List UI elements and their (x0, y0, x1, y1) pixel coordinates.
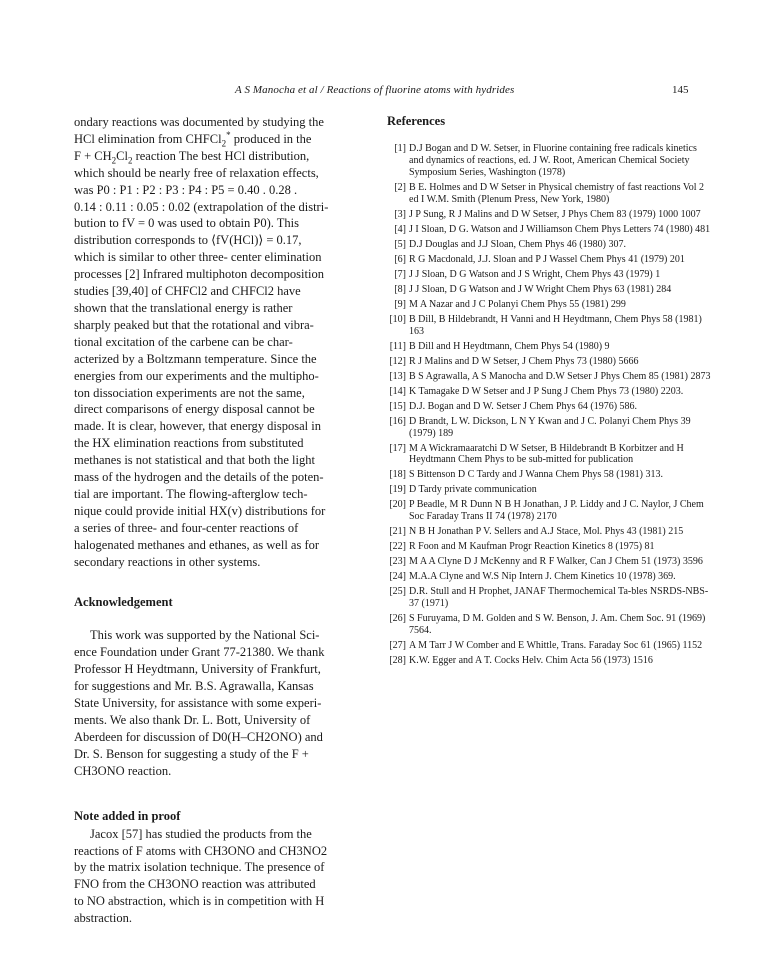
text-line: for suggestions and Mr. B.S. Agrawalla, Kansas (74, 679, 314, 694)
text-line: tial are important. The flowing-afterglow tech- (74, 486, 308, 501)
reference-text: K Tamagake D W Setser and J P Sung J Chem Phys 73 (1980) 2203. (409, 385, 684, 397)
reference-text: R G Macdonald, J.J. Sloan and P J Wassel Chem Phys 41 (1979) 201 (409, 253, 685, 265)
reference-text: B Dill, B Hildebrandt, H Vanni and H Heydtmann, Chem Phys 58 (1981) 163 (409, 313, 702, 337)
reference-item (382, 299, 712, 311)
text-line: CH3ONO reaction. (74, 763, 172, 778)
reference-number: [5] (394, 238, 406, 250)
text-line: ton dissociation experiments are not the same, (74, 385, 305, 400)
reference-number: [18] (389, 469, 406, 481)
reference-number: [1] (394, 143, 406, 154)
reference-number: [7] (394, 268, 406, 280)
reference-item (382, 499, 712, 523)
reference-number: [24] (389, 571, 406, 583)
text-line: shown that the translational energy is rather (74, 300, 293, 315)
reference-item (382, 571, 712, 583)
reference-item (382, 182, 712, 206)
reference-item (382, 484, 712, 496)
reference-text: J J Sloan, D G Watson and J S Wright, Chem Phys 43 (1979) 1 (409, 268, 661, 280)
reference-text: M A Nazar and J C Polanyi Chem Phys 55 (1981) 299 (409, 298, 626, 310)
reference-text: M A A Clyne D J McKenny and R F Walker, Can J Chem 51 (1973) 3596 (409, 556, 703, 568)
reference-text: D.R. Stull and H Prophet, JANAF Thermochemical Ta-bles NSRDS-NBS-37 (1971) (409, 586, 709, 610)
references-heading: References (387, 114, 446, 128)
text-line: direct comparisons of energy disposal cannot be (74, 402, 315, 417)
reference-item (382, 541, 712, 553)
text-line: Dr. S. Benson for suggesting a study of the F + (74, 746, 309, 761)
reference-text: J I Sloan, D G. Watson and J Williamson Chem Phys Letters 74 (1980) 481 (409, 223, 711, 235)
reference-text: R J Malins and D W Setser, J Chem Phys 73 (1980) 5666 (409, 355, 639, 367)
reference-number: [25] (389, 586, 406, 598)
text-line: methanes is not statistical and that both the light (74, 453, 315, 468)
reference-text: B S Agrawalla, A S Manocha and D.W Setser J Phys Chem 85 (1981) 2873 (409, 370, 711, 382)
text-line: Aberdeen for discussion of D0(H–CH2ONO) and (74, 729, 323, 744)
text-line: FNO from the CH3ONO reaction was attributed (74, 877, 316, 892)
reference-item (382, 416, 712, 440)
acknowledgement-paragraph (74, 627, 370, 779)
text-line: reactions of F atoms with CH3ONO and CH3NO2 (74, 843, 328, 858)
text-line: halogenated methanes and ethanes, as well as for (74, 537, 320, 552)
reference-item (382, 209, 712, 221)
left-column (74, 114, 370, 927)
reference-number: [10] (389, 313, 406, 325)
reference-number: [27] (389, 640, 406, 652)
reference-text: B Dill and H Heydtmann, Chem Phys 54 (1980) 9 (409, 340, 610, 352)
reference-number: [13] (389, 370, 406, 382)
reference-number: [23] (389, 556, 406, 568)
reference-item (382, 239, 712, 251)
reference-text: D Tardy private communication (409, 484, 537, 496)
reference-item (382, 655, 712, 667)
reference-item (382, 371, 712, 383)
reference-number: [15] (389, 400, 406, 412)
text-line: abstraction. (74, 911, 132, 926)
reference-item (382, 143, 712, 179)
reference-number: [17] (389, 442, 406, 454)
reference-item (382, 314, 712, 338)
reference-item (382, 640, 712, 652)
reference-number: [6] (394, 253, 406, 265)
text-line: Jacox [57] has studied the products from the (90, 826, 312, 841)
text-line: This work was supported by the National Sci- (90, 628, 320, 643)
text-line: a series of three- and four-center reactions of (74, 520, 299, 535)
reference-item (382, 284, 712, 296)
text-line: acterized by a Boltzmann temperature. Since the (74, 351, 317, 366)
reference-list (382, 143, 712, 667)
reference-text: M A Wickramaaratchi D W Setser, B Hildebrandt B Korbitzer and H Heydtmann Chem Phys to be sub-mitted for publication (409, 442, 684, 466)
reference-number: [19] (389, 484, 406, 496)
reference-number: [2] (394, 181, 406, 193)
reference-item (382, 224, 712, 236)
running-title: A S Manocha et al / Reactions of fluorine atoms with hydrides (235, 84, 515, 96)
reference-number: [12] (389, 355, 406, 367)
reference-item (382, 269, 712, 281)
reference-item (382, 443, 712, 467)
text-line: which is similar to other three- center elimination (74, 250, 322, 265)
text-line: Professor H Heydtmann, University of Frankfurt, (74, 662, 321, 677)
reference-number: [20] (389, 499, 406, 511)
note-paragraph (74, 826, 370, 927)
reference-item (382, 586, 712, 610)
text-line: to NO abstraction, which is in competition with H (74, 894, 325, 909)
reference-item (382, 386, 712, 398)
reference-text: J P Sung, R J Malins and D W Setser, J Phys Chem 83 (1979) 1000 1007 (409, 208, 701, 220)
reference-item (382, 526, 712, 538)
reference-number: [21] (389, 526, 406, 538)
reference-text: D.J Douglas and J.J Sloan, Chem Phys 46 (1980) 307. (409, 238, 626, 250)
reference-text: D.J Bogan and D W. Setser, in Fluorine containing free radicals kinetics and dynamics of reactions, ed. J W. Root, American Chemical Society Symposium Series, Washington (1978) (409, 143, 697, 178)
text-line: distribution corresponds to ⟨fV(HCl)⟩ = 0.17, (74, 233, 302, 248)
reference-item (382, 254, 712, 266)
reference-number: [22] (389, 541, 406, 553)
reference-text: A M Tarr J W Comber and E Whittle, Trans. Faraday Soc 61 (1965) 1152 (409, 640, 703, 652)
reference-text: D.J. Bogan and D W. Setser J Chem Phys 64 (1976) 586. (409, 400, 638, 412)
reference-text: D Brandt, L W. Dickson, L N Y Kwan and J C. Polanyi Chem Phys 39 (1979) 189 (409, 415, 691, 439)
reference-item (382, 556, 712, 568)
text-line: processes [2] Infrared multiphoton decomposition (74, 267, 324, 282)
reference-number: [26] (389, 613, 406, 625)
text-line: studies [39,40] of CHFCl2 and CHFCl2 have (74, 284, 301, 299)
text-line: bution to fV = 0 was used to obtain P0). This (74, 216, 299, 231)
right-column (382, 114, 712, 670)
text-line: mass of the hydrogen and the details of the poten- (74, 470, 324, 485)
reference-text: B E. Holmes and D W Setser in Physical chemistry of fast reactions Vol 2 ed I W.M. Smith (Plenum Press, New York, 1980) (409, 181, 705, 205)
text-line: State University, for assistance with some experi- (74, 696, 322, 711)
reference-number: [28] (389, 655, 406, 667)
reference-number: [14] (389, 385, 406, 397)
text-line: by the matrix isolation technique. The presence of (74, 860, 325, 875)
page-number: 145 (672, 84, 689, 96)
reference-item (382, 341, 712, 353)
text-line: energies from our experiments and the multipho- (74, 368, 319, 383)
reference-text: S Furuyama, D M. Golden and S W. Benson, J. Am. Chem Soc. 91 (1969) 7564. (409, 613, 706, 637)
acknowledgement-heading: Acknowledgement (74, 595, 173, 610)
text-line: ondary reactions was documented by studying the (74, 115, 324, 129)
text-line: HCl elimination from CHFCl$_2$* produced in the (74, 129, 312, 149)
reference-text: P Beadle, M R Dunn N B H Jonathan, J P. Liddy and J C. Naylor, J Chem Soc Faraday Trans II 74 (1978) 2170 (409, 499, 704, 523)
reference-number: [3] (394, 208, 406, 220)
reference-number: [4] (394, 223, 406, 235)
reference-text: M.A.A Clyne and W.S Nip Intern J. Chem Kinetics 10 (1978) 369. (409, 571, 676, 583)
text-line: ence Foundation under Grant 77-21380. We thank (74, 645, 325, 660)
reference-text: R Foon and M Kaufman Progr Reaction Kinetics 8 (1975) 81 (409, 541, 655, 553)
continued-paragraph (74, 114, 370, 570)
text-line: which should be nearly free of relaxation effects, (74, 165, 319, 180)
text-line: 0.14 : 0.11 : 0.05 : 0.02 (extrapolation of the distri- (74, 199, 329, 214)
reference-text: S Bittenson D C Tardy and J Wanna Chem Phys 58 (1981) 313. (409, 469, 663, 481)
text-line: secondary reactions in other systems. (74, 554, 261, 569)
reference-number: [9] (394, 298, 406, 310)
page-header (0, 84, 768, 102)
reference-item (382, 613, 712, 637)
reference-number: [8] (394, 283, 406, 295)
text-line: was P0 : P1 : P2 : P3 : P4 : P5 = 0.40 . 0.28 . (74, 182, 298, 197)
note-heading: Note added in proof (74, 808, 181, 823)
text-line: tional excitation of the carbene can be char- (74, 334, 293, 349)
reference-number: [11] (389, 340, 406, 352)
text-line: sharply peaked but that the rotational and vibra- (74, 317, 314, 332)
text-line: ments. We also thank Dr. L. Bott, University of (74, 713, 311, 727)
reference-item (382, 469, 712, 481)
reference-item (382, 356, 712, 368)
reference-text: J J Sloan, D G Watson and J W Wright Chem Phys 63 (1981) 284 (409, 283, 672, 295)
text-line: the HX elimination reactions from substituted (74, 436, 304, 451)
text-line: $F + CH_2Cl_2$ reaction The best HCl distribution, (74, 148, 310, 166)
reference-item (382, 401, 712, 413)
reference-number: [16] (389, 415, 406, 427)
text-line: nique could provide initial HX(v) distributions for (74, 503, 326, 518)
reference-text: K.W. Egger and A T. Cocks Helv. Chim Acta 56 (1973) 1516 (409, 655, 653, 667)
text-line: made. It is clear, however, that energy disposal in (74, 419, 321, 434)
reference-text: N B H Jonathan P V. Sellers and A.J Stace, Mol. Phys 43 (1981) 215 (409, 526, 684, 538)
